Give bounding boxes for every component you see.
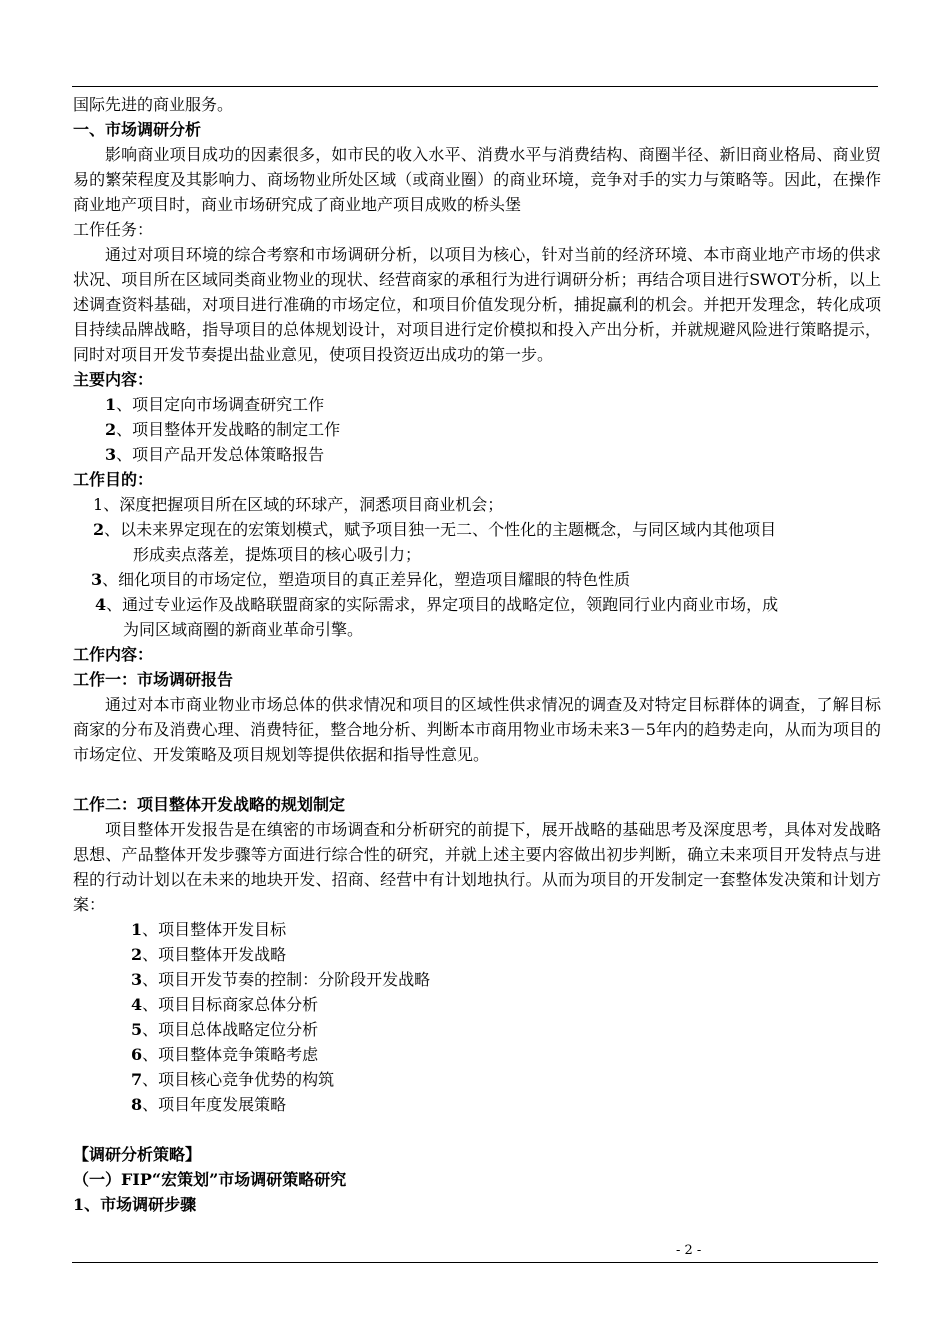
- work1-title: 工作一：市场调研报告: [73, 670, 234, 689]
- fip-title: （一）FIP“宏策划”市场调研策略研究: [73, 1170, 347, 1189]
- para1: 影响商业项目成功的因素很多，如市民的收入水平、消费水平与消费结构、商圈半径、新旧商业格局、商业贸易的繁荣程度及其影响力、商场物业所处区域（或商业圈）的商业环境，竞争对手的实力与策略等。因此，在操作商业地产项目时，商业市场研究成了商业地产项目成败的桥头堡: [73, 145, 881, 214]
- work-content-title: 工作内容：: [73, 645, 154, 664]
- header-rule: [72, 86, 878, 87]
- first-line: 国际先进的商业服务。: [73, 95, 234, 114]
- main-content-title: 主要内容：: [73, 370, 154, 389]
- list-item: 2、项目整体开发战略: [131, 945, 287, 964]
- list-item: 3、项目开发节奏的控制：分阶段开发战略: [131, 970, 431, 989]
- page-number: - 2 -: [676, 1243, 702, 1258]
- strategy-title: 【调研分析策略】: [73, 1145, 202, 1164]
- list-item: 1、项目整体开发目标: [131, 920, 287, 939]
- list-item: 7、项目核心竞争优势的构筑: [131, 1070, 335, 1089]
- spacer: [73, 1117, 881, 1142]
- list-item: 8、项目年度发展策略: [131, 1095, 287, 1114]
- list-item-cont: 形成卖点落差，提炼项目的核心吸引力；: [133, 545, 422, 564]
- list-item: 2、以未来界定现在的宏策划模式，赋予项目独一无二、个性化的主题概念，与同区域内其他项目: [93, 520, 777, 539]
- list-item: 4、通过专业运作及战略联盟商家的实际需求，界定项目的战略定位，领跑同行业内商业市场，成: [95, 595, 779, 614]
- list-item: 1、项目定向市场调查研究工作: [105, 395, 325, 414]
- list-item: 6、项目整体竞争策略考虑: [131, 1045, 319, 1064]
- footer-rule: [72, 1262, 878, 1263]
- spacer: [73, 767, 881, 792]
- task-label: 工作任务：: [73, 220, 154, 239]
- step-title: 1、市场调研步骤: [73, 1195, 197, 1214]
- work2-title: 工作二：项目整体开发战略的规划制定: [73, 795, 346, 814]
- list-item: 2、项目整体开发战略的制定工作: [105, 420, 341, 439]
- list-item-cont: 为同区域商圈的新商业革命引擎。: [123, 620, 364, 639]
- document-body: [73, 92, 881, 1217]
- work2-items-list: [73, 917, 881, 1117]
- goals-list: [73, 492, 881, 642]
- list-item: 5、项目总体战略定位分析: [131, 1020, 319, 1039]
- work2-para: 项目整体开发报告是在缜密的市场调查和分析研究的前提下，展开战略的基础思考及深度思考，具体对发战略思想、产品整体开发步骤等方面进行综合性的研究，并就上述主要内容做出初步判断，确立未来项目开发特点与进程的行动计划以在未来的地块开发、招商、经营中有计划地执行。从而为项目的开发制定一套整体发决策和计划方案：: [73, 820, 881, 914]
- list-item: 4、项目目标商家总体分析: [131, 995, 319, 1014]
- list-item: 1、深度把握项目所在区域的环球产，洞悉项目商业机会；: [93, 495, 504, 514]
- main-items-list: [73, 392, 881, 467]
- list-item: 3、项目产品开发总体策略报告: [105, 445, 325, 464]
- para2: 通过对项目环境的综合考察和市场调研分析，以项目为核心，针对当前的经济环境、本市商业地产市场的供求状况、项目所在区域同类商业物业的现状、经营商家的承租行为进行调研分析；再结合项目进行SWOT分析，以上述调查资料基础，对项目进行准确的市场定位，和项目价值发现分析，捕捉赢利的机会。并把开发理念，转化成项目持续品牌战略，指导项目的总体规划设计，对项目进行定价模拟和投入产出分析，并就规避风险进行策略提示，同时对项目开发节奏提出盐业意见，使项目投资迈出成功的第一步。: [73, 245, 881, 364]
- section1-title: 一、市场调研分析: [73, 120, 202, 139]
- goals-title: 工作目的：: [73, 470, 154, 489]
- work1-para: 通过对本市商业物业市场总体的供求情况和项目的区域性供求情况的调查及对特定目标群体的调查，了解目标商家的分布及消费心理、消费特征，整合地分析、判断本市商用物业市场未来3－5年内的趋势走向，从而为项目的市场定位、开发策略及项目规划等提供依据和指导性意见。: [73, 695, 881, 764]
- list-item: 3、细化项目的市场定位，塑造项目的真正差异化，塑造项目耀眼的特色性质: [91, 570, 631, 589]
